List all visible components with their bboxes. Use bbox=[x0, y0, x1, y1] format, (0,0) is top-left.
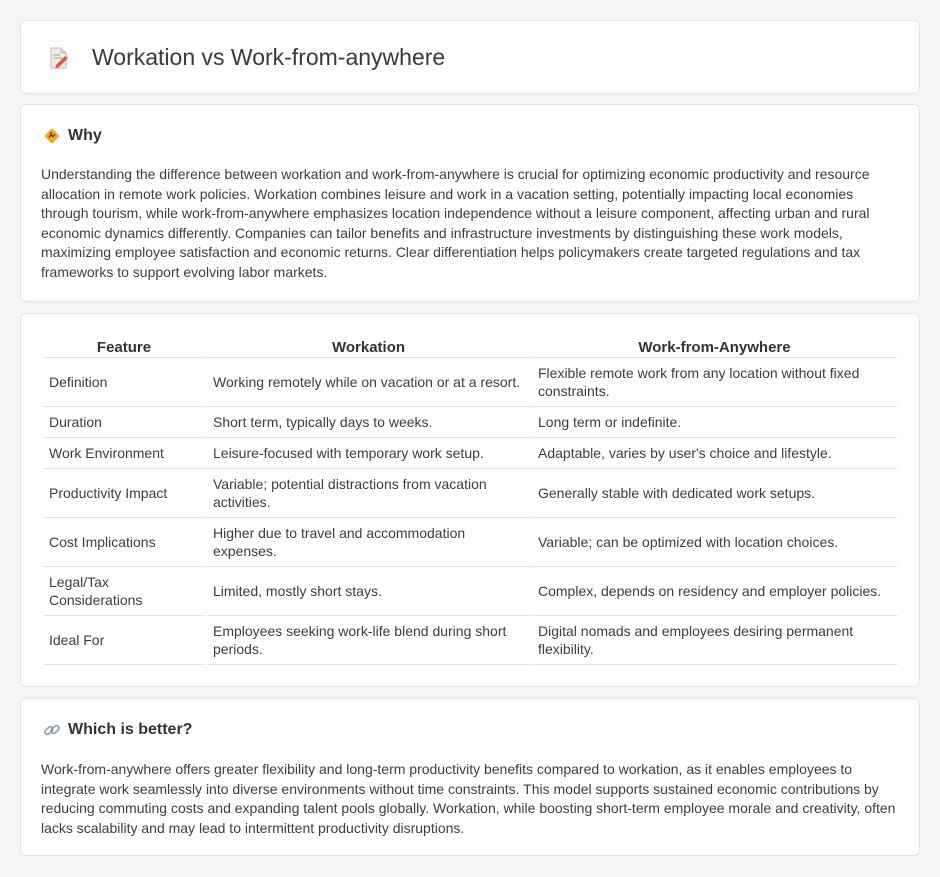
table-row bbox=[43, 616, 897, 665]
feature-cell: Duration bbox=[43, 407, 205, 438]
work-from-anywhere-cell: Variable; can be optimized with location choices. bbox=[532, 518, 897, 567]
work-from-anywhere-cell: Adaptable, varies by user's choice and lifestyle. bbox=[532, 438, 897, 469]
link-icon bbox=[43, 721, 61, 739]
better-title: Which is better? bbox=[68, 721, 193, 738]
header-feature: Feature bbox=[43, 336, 205, 358]
comparison-table bbox=[41, 336, 899, 665]
workation-cell: Limited, mostly short stays. bbox=[207, 567, 530, 616]
work-from-anywhere-cell: Flexible remote work from any location without fixed constraints. bbox=[532, 358, 897, 407]
work-from-anywhere-cell: Generally stable with dedicated work setups. bbox=[532, 469, 897, 518]
workation-cell: Employees seeking work-life blend during short periods. bbox=[207, 616, 530, 665]
table-row bbox=[43, 469, 897, 518]
table-row bbox=[43, 518, 897, 567]
table-row bbox=[43, 407, 897, 438]
header-workation: Workation bbox=[207, 336, 530, 358]
better-heading bbox=[43, 721, 192, 739]
feature-cell: Ideal For bbox=[43, 616, 205, 665]
header-card bbox=[20, 20, 920, 94]
header-work-from-anywhere: Work-from-Anywhere bbox=[532, 336, 897, 358]
better-text: Work-from-anywhere offers greater flexibility and long-term productivity benefits compared to workation, as it enables employees to integrate work seamlessly into diverse environments without time constraints. This model supports sustained economic contributions by reducing commuting costs and expanding talent pools globally. Workation, while boosting short-term employee morale and creativity, often lacks scalability and may lead to intermittent productivity disruptions. bbox=[41, 761, 896, 836]
why-title: Why bbox=[68, 127, 102, 144]
page-title: Workation vs Work-from-anywhere bbox=[92, 44, 446, 70]
workation-cell: Leisure-focused with temporary work setup. bbox=[207, 438, 530, 469]
table-row bbox=[43, 567, 897, 616]
table-row bbox=[43, 358, 897, 407]
table-row bbox=[43, 438, 897, 469]
feature-cell: Definition bbox=[43, 358, 205, 407]
work-from-anywhere-cell: Long term or indefinite. bbox=[532, 407, 897, 438]
why-text: Understanding the difference between workation and work-from-anywhere is crucial for optimizing economic productivity and resource allocation in remote work policies. Workation combines leisure and work in a vacation setting, potentially impacting local economies through tourism, while work-from-anywhere emphasizes location independence without a leisure component, affecting urban and rural economic dynamics differently. Companies can tailor benefits and infrastructure investments by distinguishing these work models, maximizing employee satisfaction and economic returns. Clear differentiation helps policymakers create targeted regulations and tax frameworks to support evolving labor markets. bbox=[41, 166, 870, 280]
which-is-better-section bbox=[20, 698, 920, 856]
table-header-row bbox=[43, 336, 897, 358]
why-section bbox=[20, 104, 920, 302]
workation-cell: Short term, typically days to weeks. bbox=[207, 407, 530, 438]
feature-cell: Productivity Impact bbox=[43, 469, 205, 518]
workation-cell: Variable; potential distractions from vacation activities. bbox=[207, 469, 530, 518]
workation-cell: Higher due to travel and accommodation expenses. bbox=[207, 518, 530, 567]
feature-cell: Cost Implications bbox=[43, 518, 205, 567]
document-pencil-icon bbox=[47, 46, 71, 70]
feature-cell: Work Environment bbox=[43, 438, 205, 469]
comparison-section bbox=[20, 313, 920, 687]
feature-cell: Legal/Tax Considerations bbox=[43, 567, 205, 616]
why-heading bbox=[43, 127, 102, 145]
work-from-anywhere-cell: Complex, depends on residency and employer policies. bbox=[532, 567, 897, 616]
work-from-anywhere-cell: Digital nomads and employees desiring permanent flexibility. bbox=[532, 616, 897, 665]
workation-cell: Working remotely while on vacation or at a resort. bbox=[207, 358, 530, 407]
diamond-sign-icon bbox=[43, 127, 61, 145]
